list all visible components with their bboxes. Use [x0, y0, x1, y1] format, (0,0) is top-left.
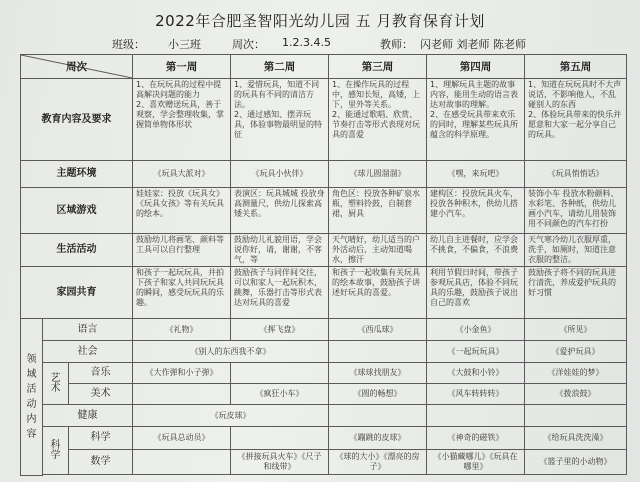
- area-row: [21, 188, 627, 234]
- life-cell: 天气寒冷幼儿衣服厚重，洗手，如厕时，知道注意衣服的整洁。: [525, 234, 627, 267]
- week-header: 第四周: [427, 55, 525, 79]
- week-label: 周次：: [232, 38, 265, 51]
- content-cell: 1、知道在玩玩具时不大声说话，不影响他人，不乱碰别人的东西 2、体验玩具带来的快乐并愿意和大家一起分享自己的玩具。: [525, 79, 627, 161]
- math-row: [21, 450, 627, 475]
- fine-art-cell: 《疯狂小车》: [231, 384, 329, 405]
- life-cell: 鼓励幼儿礼貌用语，学会说你好，请，谢谢，不客气，等: [231, 234, 329, 267]
- domain-spacer-row: [21, 475, 627, 476]
- life-cell: 鼓励幼儿将画笔、颜料等工具可以自行整理: [133, 234, 231, 267]
- home-cell: 鼓励孩子与同伴间交往，可以和家人一起玩积木，跳舞，乐器打击等形式表达对玩具的喜爱: [231, 267, 329, 319]
- content-cell: 1、理解玩具主题的故事内容，能用生动的语言表达对故事的理解。 2、在感受玩具带来欢乐的同时，理解某些玩具所蕴含的科学原理。: [427, 79, 525, 161]
- subject-sublabel: 数学: [69, 450, 133, 475]
- theme-cell: 《玩具小伙伴》: [231, 161, 329, 188]
- area-cell: 装饰小车 投放水粉颜料、水彩笔、各种纸，供幼儿画小汽车，请幼儿用装饰用不同颜色的汽车打扮: [525, 188, 627, 234]
- fine-art-cell: [133, 384, 231, 405]
- teacher-value: 闪老师 刘老师 陈老师: [420, 38, 526, 51]
- subject-label: 艺术: [43, 363, 69, 405]
- row-label: 家园共育: [21, 267, 133, 319]
- home-cell: 和孩子一起收集有关玩具的绘本故事，鼓励孩子讲述好玩具的喜爱。: [329, 267, 427, 319]
- theme-cell: 《玩具悄悄话》: [525, 161, 627, 188]
- music-cell: 《球球找朋友》: [329, 363, 427, 384]
- health-cell: 《玩皮球》: [133, 405, 329, 427]
- fine-art-cell: 《风车转转转》: [427, 384, 525, 405]
- theme-cell: 《嘿，来玩吧》: [427, 161, 525, 188]
- health-cell: [329, 405, 427, 427]
- home-cell: 鼓励孩子将不同的玩具进行清洗，养成爱护玩具的好习惯: [525, 267, 627, 319]
- area-cell: 表演区：玩具城城 投放身高测量尺，供幼儿探索高矮关系。: [231, 188, 329, 234]
- life-row: [21, 234, 627, 267]
- theme-cell: 《玩具大派对》: [133, 161, 231, 188]
- row-label: 主题环境: [21, 161, 133, 188]
- society-row: [21, 341, 627, 363]
- math-cell: 《拼接玩具火车》《尺子和线带》: [231, 450, 329, 475]
- area-cell: 角色区：投放各种矿泉水瓶，塑料铃鼓，自制套裙，厨具: [329, 188, 427, 234]
- home-cell: 利用节假日时间，带孩子参观玩具店，体验不同玩具的乐趣，鼓励孩子说出自己的喜欢: [427, 267, 525, 319]
- header-corner: [21, 55, 133, 79]
- language-row: [21, 319, 627, 341]
- language-cell: 《挥飞盘》: [231, 319, 329, 341]
- subject-label: 语言: [43, 319, 133, 341]
- fine-art-cell: 《拨浪鼓》: [525, 384, 627, 405]
- theme-cell: 《球儿圆溜溜》: [329, 161, 427, 188]
- health-cell: [427, 405, 525, 427]
- society-cell: [329, 341, 427, 363]
- society-cell: 《爱护玩具》: [525, 341, 627, 363]
- language-cell: 《小金鱼》: [427, 319, 525, 341]
- music-cell: [231, 363, 329, 384]
- week-header: 第五周: [525, 55, 627, 79]
- area-cell: 建构区：投放玩具火车，投放各种积木，供幼儿搭建小汽车。: [427, 188, 525, 234]
- science-cell: 《蹦跳的皮球》: [329, 427, 427, 450]
- week-header: 第一周: [133, 55, 231, 79]
- science-cell: 《给玩具洗洗澡》: [525, 427, 627, 450]
- society-cell: 《别人的东西我不拿》: [133, 341, 329, 363]
- domain-label: 领域活动内容: [21, 319, 43, 476]
- row-label: 教育内容及要求: [21, 79, 133, 161]
- language-cell: 《西瓜球》: [329, 319, 427, 341]
- fine-art-cell: 《圆的畅想》: [329, 384, 427, 405]
- life-cell: 天气晴好，幼儿适当的户外活动后，主动知道喝水，擦汗: [329, 234, 427, 267]
- fine-art-row: [21, 384, 627, 405]
- subject-label: 科学: [43, 427, 69, 475]
- math-cell: [133, 450, 231, 475]
- theme-row: [21, 161, 627, 188]
- society-cell: 《一起玩玩具》: [427, 341, 525, 363]
- week-header: 第三周: [329, 55, 427, 79]
- class-value: 小三班: [168, 38, 201, 51]
- home-row: [21, 267, 627, 319]
- week-header: 第二周: [231, 55, 329, 79]
- language-cell: 《所见》: [525, 319, 627, 341]
- subject-label: 社会: [43, 341, 133, 363]
- domain-spacer: [43, 475, 627, 476]
- subject-sublabel: 美术: [69, 384, 133, 405]
- language-cell: 《礼物》: [133, 319, 231, 341]
- home-cell: 和孩子一起玩玩具，并拍下孩子和家人共同玩玩具的瞬间，感受玩玩具的乐趣。: [133, 267, 231, 319]
- subject-label: 健康: [43, 405, 133, 427]
- health-row: [21, 405, 627, 427]
- science-cell: 《玩具总动员》: [133, 427, 231, 450]
- content-row: [21, 79, 627, 161]
- science-cell: [231, 427, 329, 450]
- subject-sublabel: 音乐: [69, 363, 133, 384]
- science-row: [21, 427, 627, 450]
- math-cell: 《篮子里的小动物》: [525, 450, 627, 475]
- row-label: 区域游戏: [21, 188, 133, 234]
- music-cell: 《洋娃娃的梦》: [525, 363, 627, 384]
- music-cell: 《大鼓和小铃》: [427, 363, 525, 384]
- row-label: 生活活动: [21, 234, 133, 267]
- plan-table: [20, 54, 627, 476]
- music-row: [21, 363, 627, 384]
- header-row: [21, 55, 627, 79]
- teacher-label: 教师：: [380, 38, 413, 51]
- content-cell: 1、在玩玩具的过程中提高解决问题的能力 2、喜欢赠送玩具，善于观察，学会整理收集，掌握简单物体形状: [133, 79, 231, 161]
- life-cell: 幼儿自主进餐时，应学会不挑食，不偏食，不浪费: [427, 234, 525, 267]
- health-cell: [525, 405, 627, 427]
- corner-label: 周次: [66, 60, 87, 73]
- content-cell: 1、爱惜玩具，知道不同的玩具有不同的清洁方法。 2、通过感知、摆弄玩具，体验事物最明显的特征: [231, 79, 329, 161]
- science-cell: 《神奇的磁铁》: [427, 427, 525, 450]
- math-cell: 《球的大小》《漂亮的房子》: [329, 450, 427, 475]
- week-value: 1.2.3.4.5: [282, 36, 331, 49]
- class-label: 班级：: [112, 38, 145, 51]
- document-title: 2022年合肥圣智阳光幼儿园 五 月教育保育计划: [155, 12, 485, 30]
- subject-sublabel: 科学: [69, 427, 133, 450]
- content-cell: 1、在操作玩具的过程中，感知长短，高矮，上下，里外等关系。 2、能通过歌唱、欣赏、节奏打击等形式表现对玩具的喜爱: [329, 79, 427, 161]
- math-cell: 《小猫藏哪儿》《玩具在哪里》: [427, 450, 525, 475]
- music-cell: 《大作弹和小子弹》: [133, 363, 231, 384]
- area-cell: 娃娃家：投放《玩具女》《玩具女孩》等有关玩具的绘本。: [133, 188, 231, 234]
